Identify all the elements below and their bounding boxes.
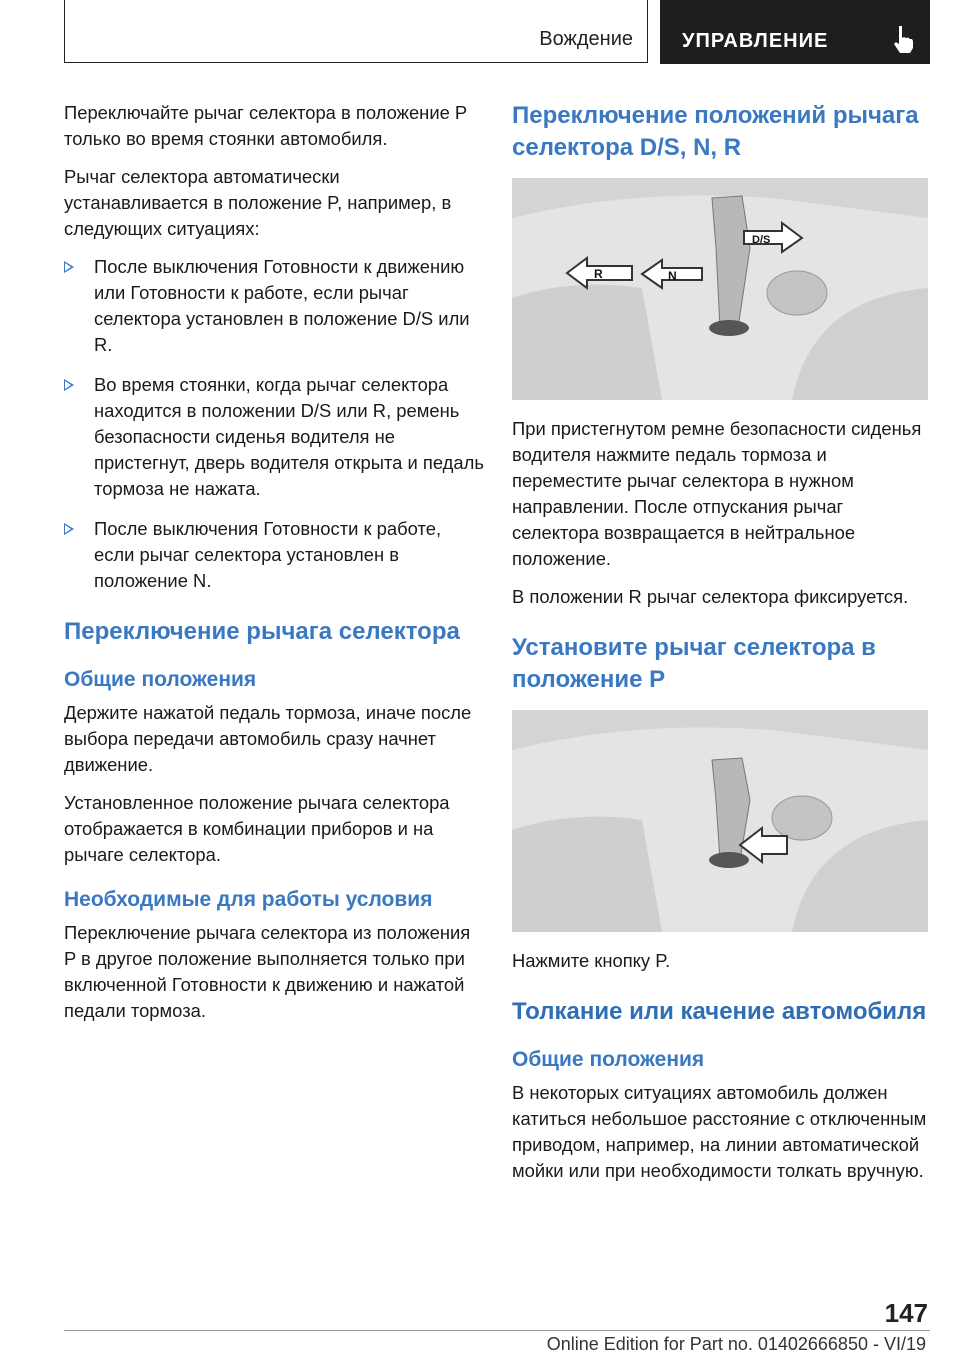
edition-footer: Online Edition for Part no. 01402666850 - VI/19 [546,1334,926,1354]
page-header [64,0,930,64]
section-title: Вождение [539,28,633,50]
left-column [64,100,484,1036]
paragraph: В некоторых ситуациях автомобиль должен катиться небольшое расстояние с отключенным приводом, например, на линии автоматической мойки или при необходимости толкать вручную. [512,1082,927,1181]
chapter-tab [660,0,930,64]
subsection-heading: Необходимые для работы условия [64,888,433,911]
paragraph: В положении R рычаг селектора фиксируется. [512,586,909,607]
subsection-heading: Общие положения [64,668,257,691]
paragraph: Рычаг селектора автоматически устанавливается в положение P, например, в следующих ситуациях: [64,166,452,239]
fig-label-ds: D/S [752,234,771,246]
list-item: Во время стоянки, когда рычаг селектора находится в положении D/S или R, ремень безопасности сиденья водителя не пристегнут, дверь водителя открыта и педаль тормоза не нажата. [64,372,484,502]
gear-selector-illustration [512,178,928,400]
bullet-list [64,254,484,594]
subsection-heading: Общие положения [512,1048,705,1071]
triangle-bullet-icon [64,261,74,273]
paragraph: Держите нажатой педаль тормоза, иначе после выбора передачи автомобиль сразу начнет движение. [64,702,472,775]
right-column [512,100,932,1196]
triangle-bullet-icon [64,379,74,391]
section-heading: Переключение положений рычага селектора D/S, N, R [512,102,919,161]
chapter-title: УПРАВЛЕНИЕ [682,30,829,52]
section-heading: Переключение рычага селектора [64,618,460,645]
hand-pointer-icon [890,24,916,54]
footer-divider [64,1330,930,1331]
page-number: 147 [884,1298,928,1328]
triangle-bullet-icon [64,523,74,535]
fig-label-r: R [594,267,603,281]
section-heading: Толкание или качение автомобиля [512,998,927,1025]
section-heading: Установите рычаг селектора в положение P [512,634,876,693]
paragraph: Переключение рычага селектора из положения P в другое положение выполняется только при включенной Готовности к движению и нажатой педали тормоза. [64,922,471,1021]
section-tab [64,0,648,63]
fig-label-n: N [668,269,677,283]
park-button-illustration [512,710,928,932]
paragraph: Нажмите кнопку P. [512,950,671,971]
list-item: После выключения Готовности к работе, если рычаг селектора установлен в положение N. [64,516,484,594]
paragraph: Переключайте рычаг селектора в положение P только во время стоянки автомобиля. [64,102,467,149]
paragraph: Установленное положение рычага селектора отображается в комбинации приборов и на рычаге селектора. [64,792,450,865]
paragraph: При пристегнутом ремне безопасности сиденья водителя нажмите педаль тормоза и переместите рычаг селектора в нужном направлении. После отпускания рычаг селектора возвращается в нейтральное положение. [512,418,922,569]
list-item: После выключения Готовности к движению или Готовности к работе, если рычаг селектора установлен в положение D/S или R. [64,254,484,358]
